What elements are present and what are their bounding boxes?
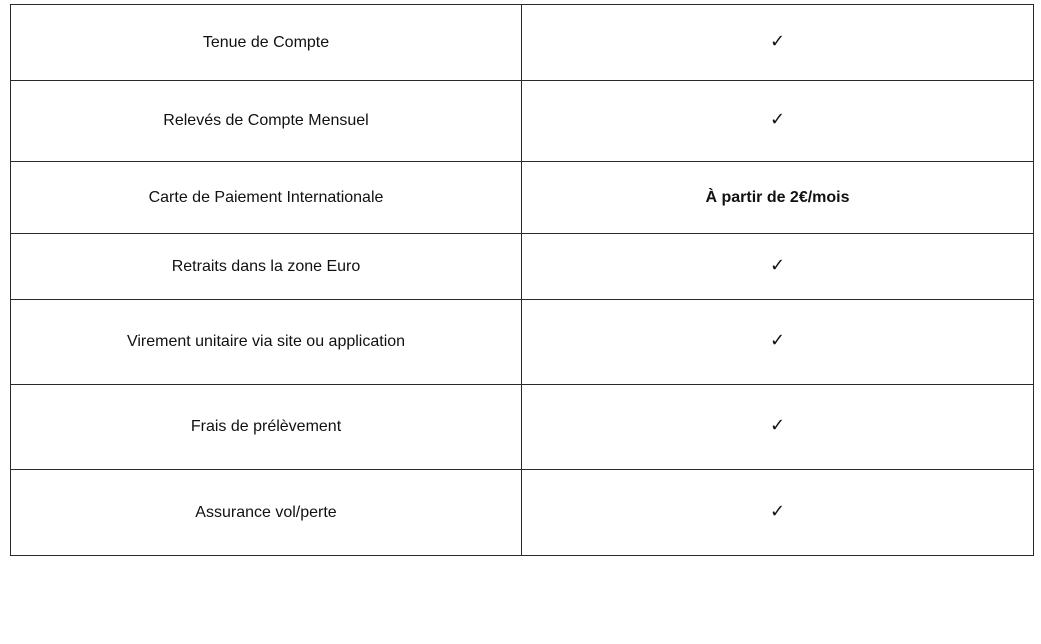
features-table: [10, 4, 1034, 556]
feature-value: [522, 385, 1034, 470]
checkmark-icon: ✓: [769, 30, 786, 52]
table-row: [11, 300, 1034, 385]
feature-label: Carte de Paiement Internationale: [11, 162, 522, 234]
feature-label: Tenue de Compte: [11, 5, 522, 81]
feature-label: Retraits dans la zone Euro: [11, 234, 522, 300]
checkmark-icon: ✓: [769, 415, 786, 437]
feature-value: [522, 162, 1034, 234]
table-row: [11, 5, 1034, 81]
feature-value: [522, 5, 1034, 81]
feature-value: [522, 470, 1034, 556]
table-row: [11, 162, 1034, 234]
checkmark-icon: ✓: [769, 500, 786, 522]
feature-label: Virement unitaire via site ou application: [11, 300, 522, 385]
feature-label: Relevés de Compte Mensuel: [11, 81, 522, 162]
checkmark-icon: ✓: [769, 330, 786, 352]
table-row: [11, 81, 1034, 162]
price-note: À partir de 2€/mois: [705, 188, 850, 206]
feature-label: Frais de prélèvement: [11, 385, 522, 470]
feature-value: [522, 300, 1034, 385]
feature-label: Assurance vol/perte: [11, 470, 522, 556]
table-row: [11, 385, 1034, 470]
feature-value: [522, 234, 1034, 300]
table-row: [11, 470, 1034, 556]
checkmark-icon: ✓: [769, 254, 786, 276]
feature-value: [522, 81, 1034, 162]
table-row: [11, 234, 1034, 300]
checkmark-icon: ✓: [769, 109, 786, 131]
